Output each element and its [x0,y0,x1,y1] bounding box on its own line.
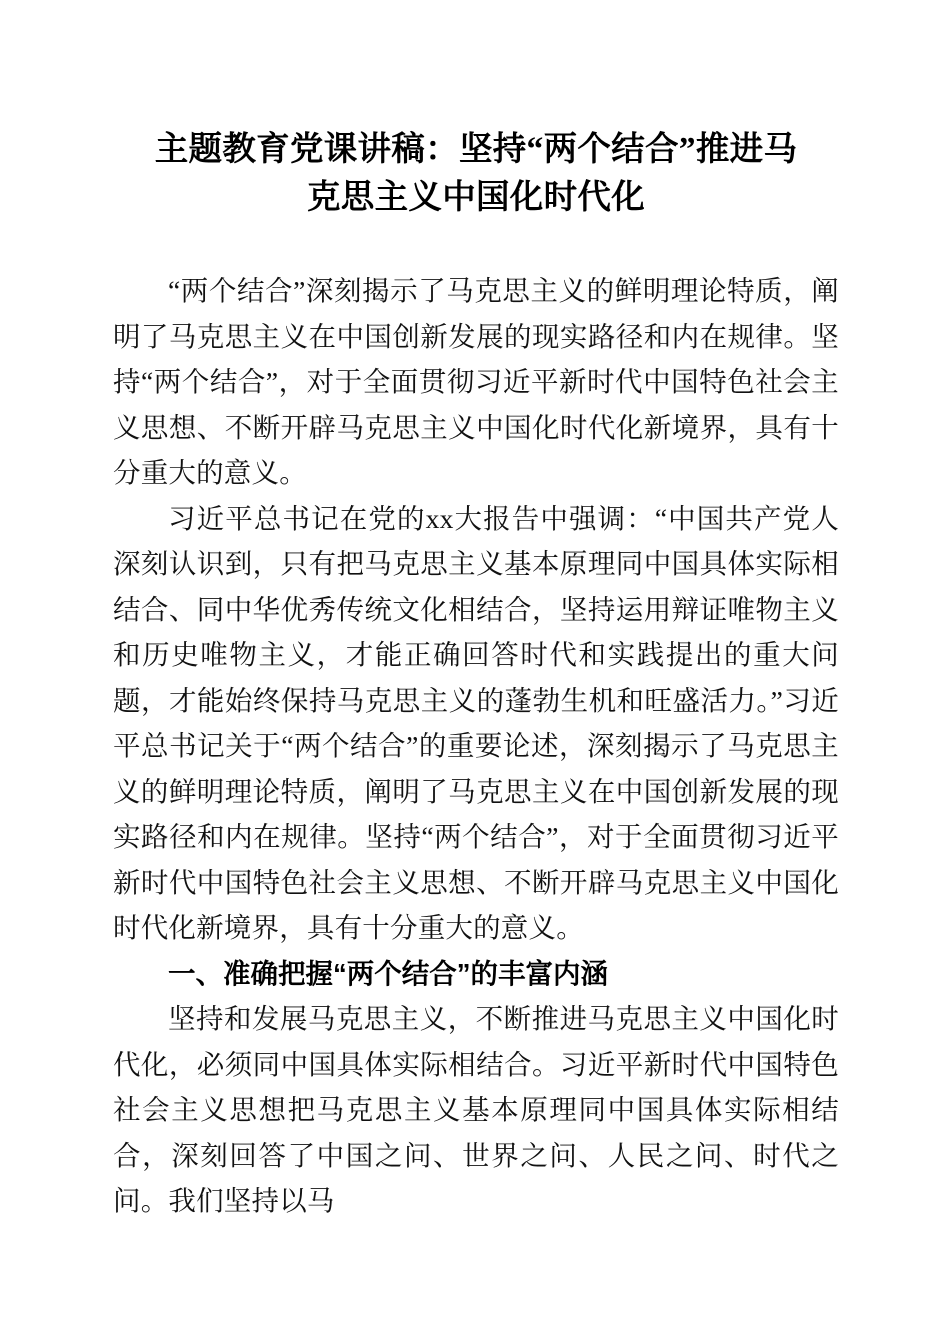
paragraph-3: 坚持和发展马克思主义，不断推进马克思主义中国化时代化，必须同中国具体实际相结合。习近平新时代中国特色社会主义思想把马克思主义基本原理同中国具体实际相结合，深刻回答了中国之问、世界之问、人民之问、时代之问。我们坚持以马 [113,1003,839,1216]
document-body [113,126,839,1224]
page-title-line-2: 克思主义中国化时代化 [307,179,645,216]
paragraph-1: “两个结合”深刻揭示了马克思主义的鲜明理论特质，阐明了马克思主义在中国创新发展的现实路径和内在规律。坚持“两个结合”，对于全面贯彻习近平新时代中国特色社会主义思想、不断开辟马克思主义中国化时代化新境界，具有十分重大的意义。 [113,275,839,488]
page-title [113,126,839,222]
page-title-line-1: 主题教育党课讲稿：坚持“两个结合”推进马 [154,131,798,168]
section-heading-1: 一、准确把握“两个结合”的丰富内涵 [168,957,608,989]
paragraph-2: 习近平总书记在党的xx大报告中强调：“中国共产党人深刻认识到，只有把马克思主义基本原理同中国具体实际相结合、同中华优秀传统文化相结合，坚持运用辩证唯物主义和历史唯物主义，才能正确回答时代和实践提出的重大问题，才能始终保持马克思主义的蓬勃生机和旺盛活力。”习近平总书记关于“两个结合”的重要论述，深刻揭示了马克思主义的鲜明理论特质，阐明了马克思主义在中国创新发展的现实路径和内在规律。坚持“两个结合”，对于全面贯彻习近平新时代中国特色社会主义思想、不断开辟马克思主义中国化时代化新境界，具有十分重大的意义。 [113,502,839,943]
